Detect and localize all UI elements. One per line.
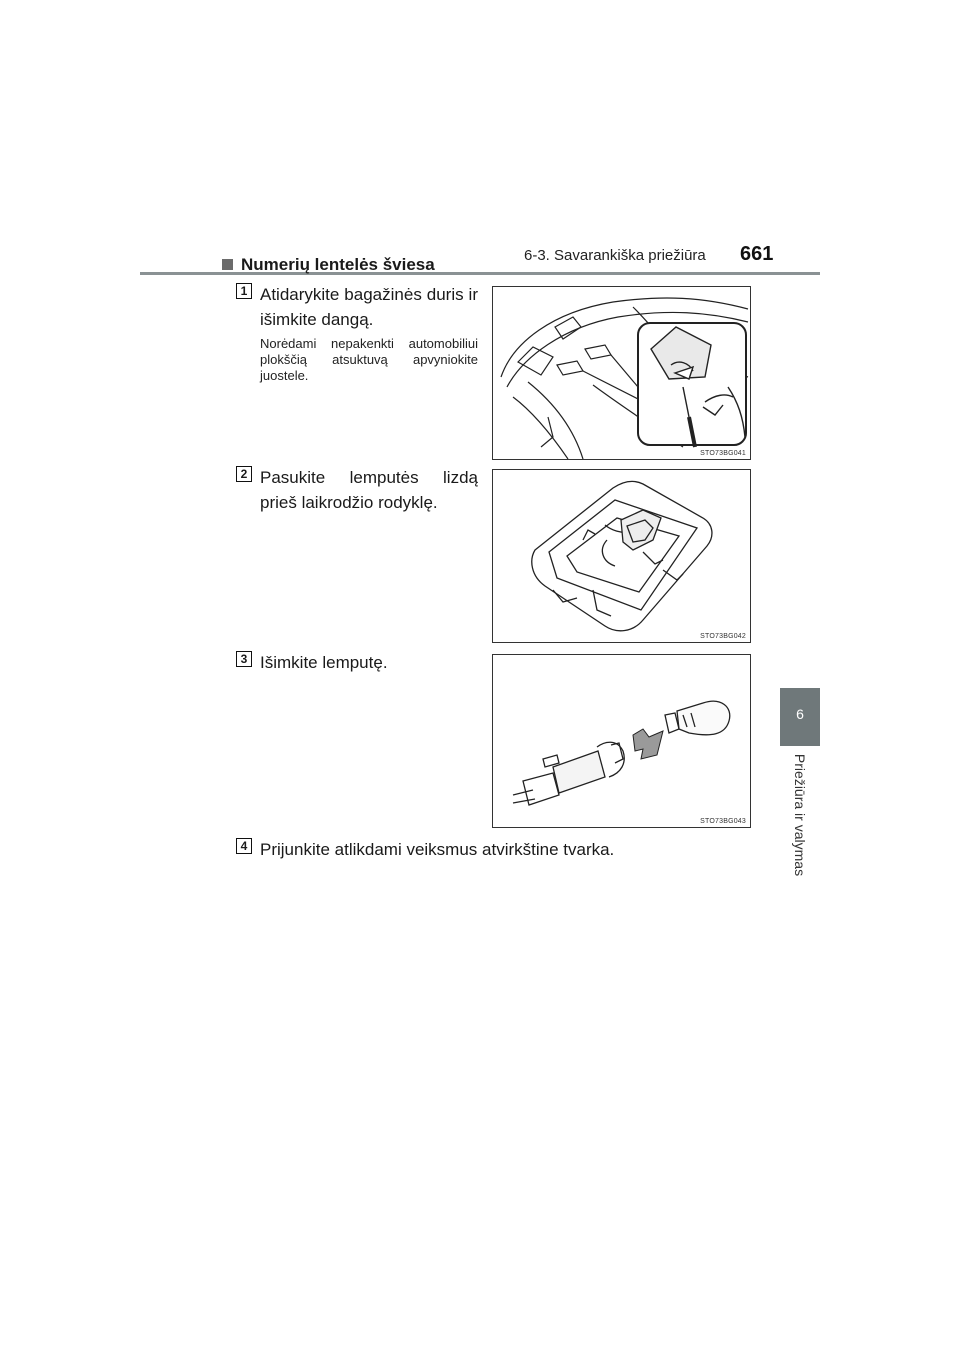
chapter-tab: [780, 688, 820, 746]
chapter-number: 6: [796, 706, 804, 722]
figure-bulb-socket: [492, 469, 751, 643]
step-text-1: Atidarykite bagažinės duris ir išimkite dangą.: [260, 285, 478, 329]
section-title: [222, 255, 435, 275]
step-number-2: 2: [236, 466, 252, 482]
step-text-3: Išimkite lemputę.: [260, 653, 388, 672]
step-note-1: Norėdami nepakenkti automobiliui plokščią atsuktuvą apvyniokite juostele.: [260, 336, 478, 383]
bulb-socket-illustration: [493, 470, 750, 642]
figure-bulb-removal: [492, 654, 751, 828]
square-bullet-icon: [222, 259, 233, 270]
figure-code-1: STO73BG041: [700, 450, 746, 457]
trunk-door-illustration: [493, 287, 750, 459]
chapter-label: Priežiūra ir valymas: [792, 753, 808, 877]
figure-code-3: STO73BG043: [700, 818, 746, 825]
step-number-4: 4: [236, 838, 252, 854]
step-number-3: 3: [236, 651, 252, 667]
figure-code-2: STO73BG042: [700, 633, 746, 640]
step-text-4: Prijunkite atlikdami veiksmus atvirkštine tvarka.: [260, 840, 615, 859]
step-text-2: Pasukite lemputės lizdą prieš laikrodžio rodyklę.: [260, 468, 478, 512]
figure-trunk-door: [492, 286, 751, 460]
section-title-text: Numerių lentelės šviesa: [241, 255, 435, 274]
page-number: 661: [740, 243, 774, 265]
step-number-1: 1: [236, 283, 252, 299]
bulb-removal-illustration: [493, 655, 750, 827]
header-section-title: 6-3. Savarankiška priežiūra: [524, 247, 706, 264]
